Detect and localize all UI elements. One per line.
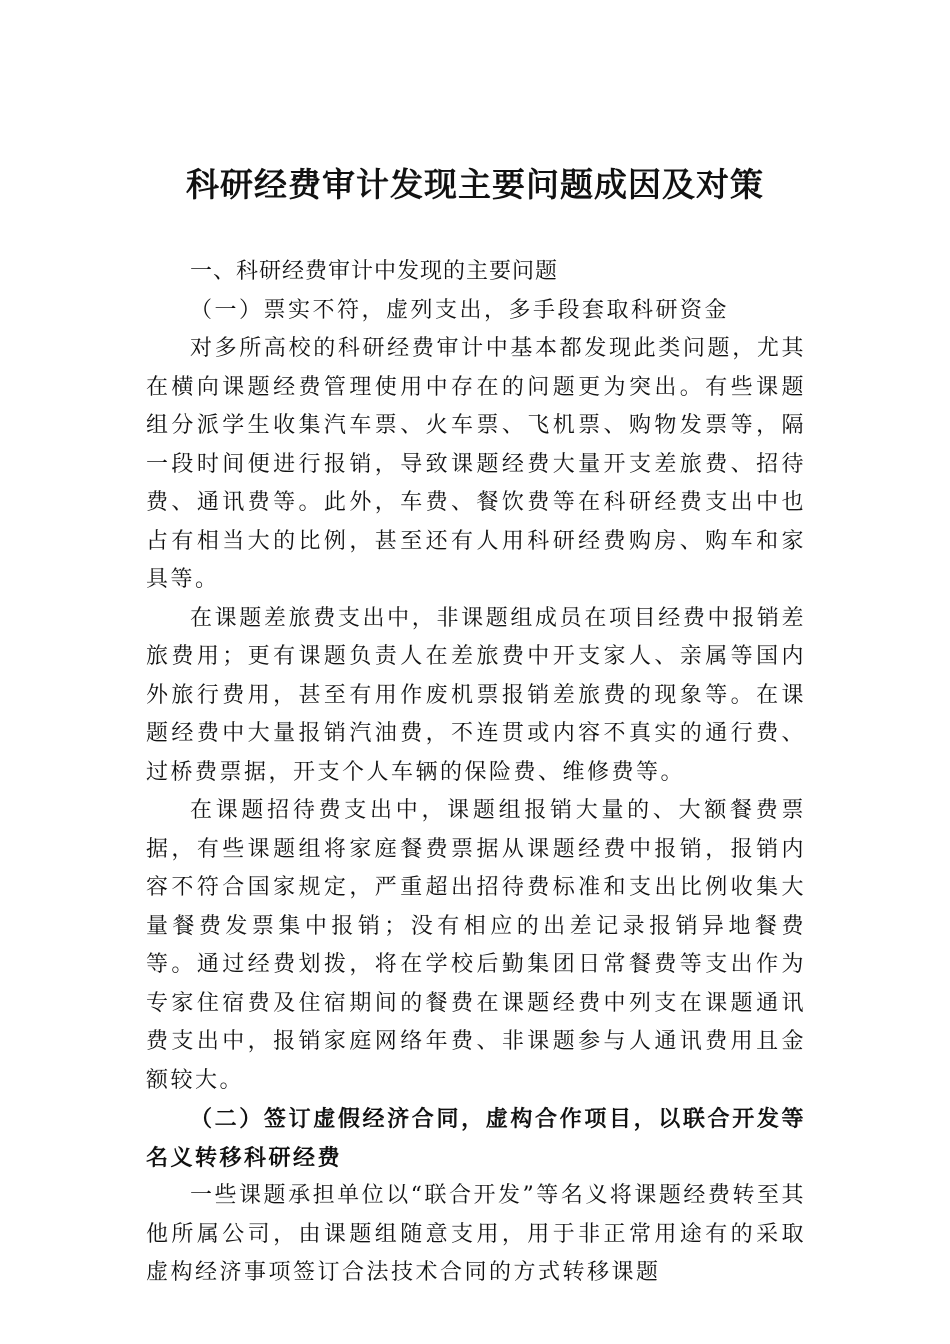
subsection-heading: （二）签订虚假经济合同，虚构合作项目，以联合开发等名义转移科研经费 bbox=[146, 1106, 806, 1171]
document-body bbox=[146, 253, 806, 1293]
paragraph: 对多所高校的科研经费审计中基本都发现此类问题，尤其在横向课题经费管理使用中存在的问题更为突出。有些课题组分派学生收集汽车票、火车票、飞机票、购物发票等，隔一段时间便进行报销，导致课题经费大量开支差旅费、招待费、通讯费等。此外，车费、餐饮费等在科研经费支出中也占有相当大的比例，甚至还有人用科研经费购房、购车和家具等。 bbox=[146, 336, 806, 592]
subsection-heading: （一）票实不符，虚列支出，多手段套取科研资金 bbox=[190, 297, 730, 323]
paragraph: 在课题差旅费支出中，非课题组成员在项目经费中报销差旅费用；更有课题负责人在差旅费中开支家人、亲属等国内外旅行费用，甚至有用作废机票报销差旅费的现象等。在课题经费中大量报销汽油费，不连贯或内容不真实的通行费、过桥费票据，开支个人车辆的保险费、维修费等。 bbox=[146, 605, 806, 785]
paragraph: 在课题招待费支出中，课题组报销大量的、大额餐费票据，有些课题组将家庭餐费票据从课题经费中报销，报销内容不符合国家规定，严重超出招待费标准和支出比例收集大量餐费发票集中报销；没有相应的出差记录报销异地餐费等。通过经费划拨，将在学校后勤集团日常餐费等支出作为专家住宿费及住宿期间的餐费在课题经费中列支在课题通讯费支出中，报销家庭网络年费、非课题参与人通讯费用且金额较大。 bbox=[146, 798, 806, 1093]
section-heading: 一、科研经费审计中发现的主要问题 bbox=[190, 259, 559, 284]
paragraph: 一些课题承担单位以“联合开发”等名义将课题经费转至其他所属公司，由课题组随意支用，用于非正常用途有的采取虚构经济事项签订合法技术合同的方式转移课题 bbox=[146, 1183, 806, 1285]
document-title: 科研经费审计发现主要问题成因及对策 bbox=[186, 165, 764, 204]
